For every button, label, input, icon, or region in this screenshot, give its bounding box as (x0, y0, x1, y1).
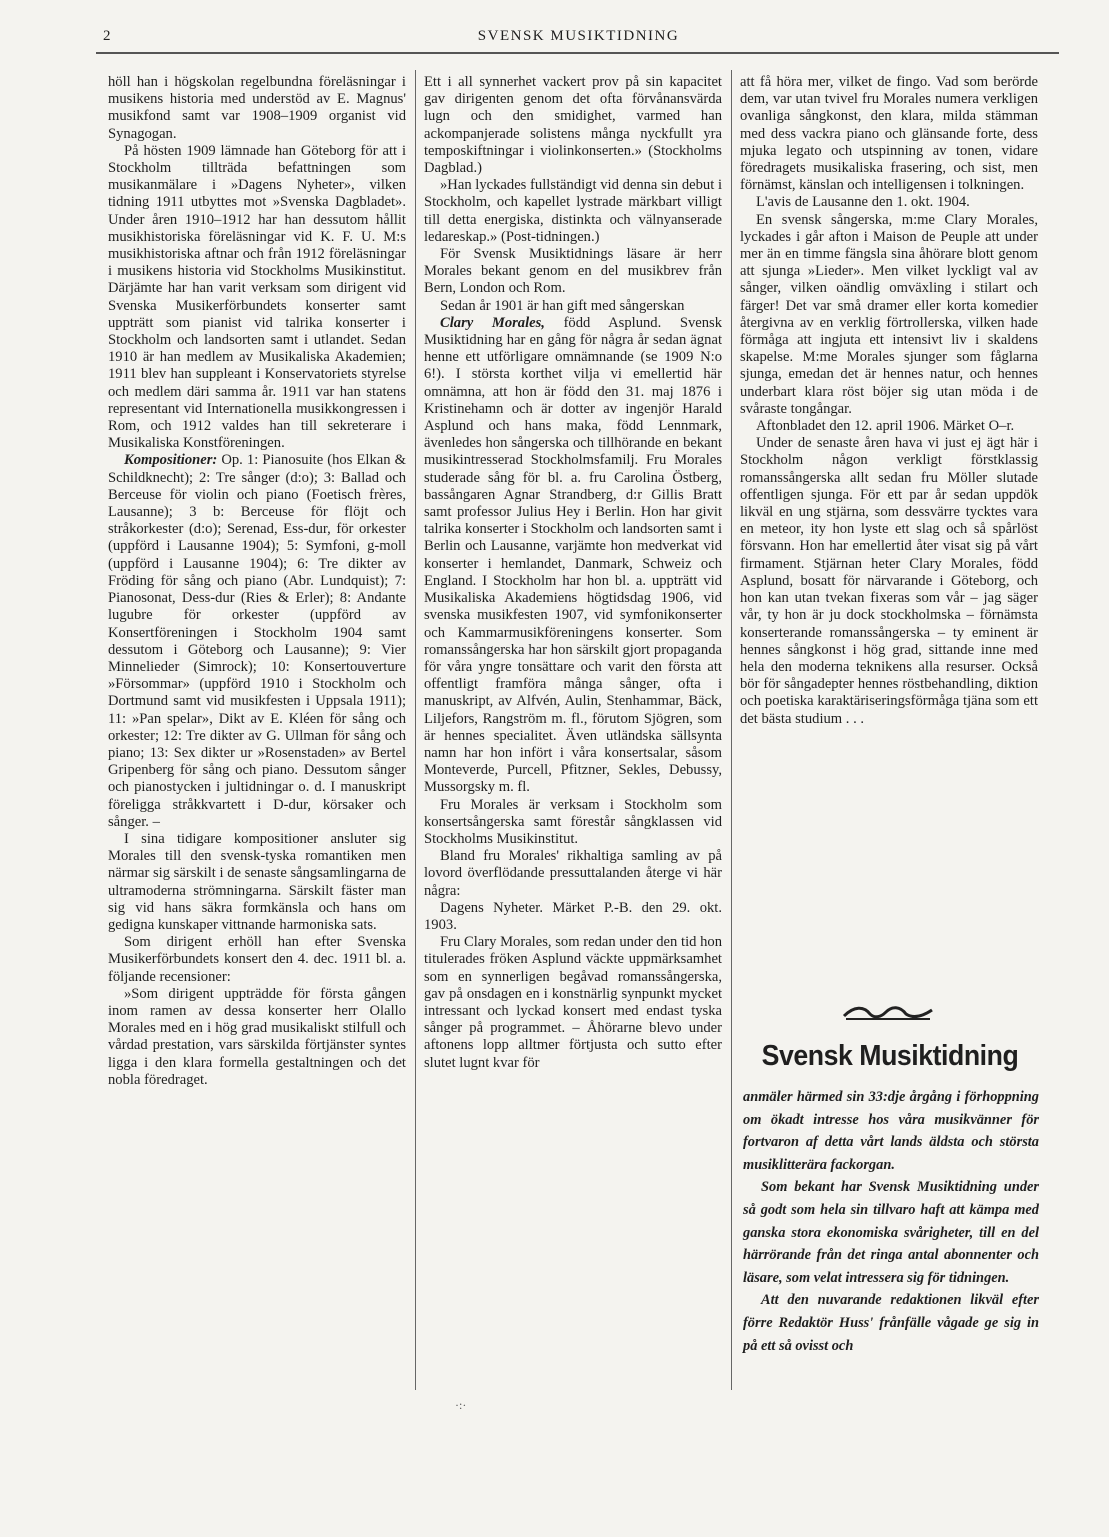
paragraph (108, 452, 406, 830)
paragraph: Sedan år 1901 är han gift med sångerskan (440, 297, 685, 314)
paragraph: Fru Morales är verksam i Stockholm som konsertsångerska samt förestår sångklassen vid Stockholms Musikinstitut. (424, 796, 722, 847)
paragraph: »Som dirigent uppträdde för första gången inom ramen av dessa konserter herr Olallo Morales med en i hög grad musikaliskt stilfull och vårdad prestation, vars särskilda förtjänster syntes ligga i den klara formella gestaltningen och det nobla föredraget. (108, 985, 406, 1088)
advert-paragraph: anmäler härmed sin 33:dje årgång i förhoppning om ökadt intresse hos våra musikvänner för fortvaron af detta vårt lands äldsta och största musiklitterära fackorgan. (743, 1089, 1039, 1173)
column-1 (108, 74, 406, 1089)
compositions-heading: Kompositioner: (124, 452, 218, 469)
column-3 (740, 74, 1038, 728)
advert-title: Svensk Musiktidning (761, 1040, 1019, 1072)
running-head (103, 28, 1054, 50)
clary-morales-heading: Clary Morales, (440, 314, 545, 331)
paragraph: Ett i all synnerhet vackert prov på sin kapacitet gav dirigenten genom det ofta förvånansvärda lugn och den smidighet, varmed han ackompanjerade solistens många nyckfullt yra temposkiftningar i violinkonserten.» (Stockholms Dagblad.) (424, 74, 722, 177)
paragraph: att få höra mer, vilket de fingo. Vad som berörde dem, var utan tvivel fru Morales numera verkligen ovanliga sångkonst, den klara, milda stämman med dess vackra piano och glänsande forte, dess mjuka legato och utspinning av tonen, vidare föredragets musikaliska frasering, och sist, men förnämst, känslan och intelligensen i tolkningen. (740, 74, 1038, 194)
paragraph: L'avis de Lausanne den 1. okt. 1904. (756, 194, 970, 211)
paragraph: Som dirigent erhöll han efter Svenska Musikerförbundets konsert den 4. dec. 1911 bl. a. följande recensioner: (108, 934, 406, 985)
header-rule (96, 52, 1059, 54)
paragraph: Under de senaste åren hava vi just ej ägt här i Stockholm någon verkligt förstklassig romanssångerska allt sedan fru Möller slutade offentligen sjunga. För ett par år sedan uppdök likväl en ung stjärna, som dessvärre tycktes vara en meteor, ity hon lyste ett slag och så spårlöst försvann. Hon har emellertid åter visat sig på vårt firmament. Stjärnan heter Clary Morales, född Asplund, bosatt för närvarande i Göteborg, och hon kan utan tvekan fixeras som vår – jag säger vår, ty hon är ju dock stockholmska – förnämsta konserterande romanssångerska – ty eminent är hennes sångkonst i hög grad, sittande inne med hela den moderna teknikens alla resurser. Också bör för sångadepter hennes röstbehandling, diktion och poetiska karaktäriseringsförmåga tjäna som ett det bästa studium . . . (740, 435, 1038, 727)
column-rule (731, 70, 732, 1390)
paragraph: Bland fru Morales' rikhaltiga samling av på lovord överflödande pressuttalanden återge vi här några: (424, 848, 722, 899)
paragraph: För Svensk Musiktidnings läsare är herr Morales bekant genom en del musikbrev från Bern, London och Rom. (424, 246, 722, 297)
paragraph: På hösten 1909 lämnade han Göteborg för att i Stockholm tillträda befattningen som musikanmälare i »Dagens Nyheter», vilken tidning 1911 utbyttes mot »Svenska Dagbladet». Under åren 1910–1912 har han dessutom hållit musikhistoriska föreläsningar vid K. F. U. M:s musikhistoriska aftnar och från 1912 föreläsningar i musikens historia vid Stockholms Musikinstitut. Därjämte har han varit verksam som dirigent vid Svenska Musikerförbundets konserter samt uppträtt som pianist vid talrika konserter i Stockholm och landsorten samt i utlandet. Sedan 1910 är han medlem av Musikaliska Akademien; 1911 blev han suppleant i Konservatoriets styrelse och medlem däri samma år. 1911 var han statens representant vid Internationella musikkongressen i Rom, och 1912 valdes han till sekreterare i Musikaliska Konstföreningen. (108, 142, 406, 452)
paragraph: höll han i högskolan regelbundna föreläsningar i musikens historia med understöd av E. Magnus' musikfond samt var 1908–1909 organist vid Synagogan. (108, 74, 406, 142)
page-number: 2 (103, 28, 112, 44)
column-2 (424, 74, 722, 1072)
clary-morales-text: född Asplund. Svensk Musiktidning har en gång för några år sedan ägnat henne ett utförligare omnämnande (se 1909 N:o 6!). I största korthet vilja vi emellertid här omnämna, att hon är född den 31. maj 1876 i Kristinehamn och är dotter av ingenjör Harald Asplund och hans maka, född Lennmark, ävenledes hon sångerska och tillhörande en bekant musikintresserad Stockholmsfamilj. Fru Morales studerade sång för bl. a. fru Carolina Östberg, bassångaren Agnar Strandberg, d:r Gillis Bratt samt professor Julius Hey i Berlin. Hon har givit talrika konserter i Stockholm och landsorten samt i Berlin och Lausanne, varjämte hon medverkat vid konserter i hemlandet, Danmark, Schweiz och England. I Stockholm har hon bl. a. uppträtt vid Musikaliska Akademiens högtidsdag 1906, vid svenska musikfesten 1907, vid symfonikonserter och Kammarmusikföreningens konserter. Som romanssångerska har hon särskilt gjort propaganda för våra yngre tonsättare och varit den första att offentligt framföra många sånger, ofta i manuskript, av Alfvén, Aulin, Stenhammar, Bäck, Liljefors, Rangström m. fl., förutom Sjögren, som är hennes specialitet. Även utländska sällsynta namn har hon infört i våra konsertsalar, såsom Monteverde, Purcell, Pfitzner, Sekles, Debussy, Mussorgsky m. fl. (424, 314, 723, 796)
paragraph: »Han lyckades fullständigt vid denna sin debut i Stockholm, och kapellet lystrade märkbart villigt till detta energiska, distinkta och välnyanserade ledareskap.» (Post-tidningen.) (424, 177, 722, 245)
journal-title: SVENSK MUSIKTIDNING (477, 28, 680, 44)
advert-paragraph: Som bekant har Svensk Musiktidning under så godt som hela sin tillvaro haft att kämpa med ganska stora ekonomiska svårigheter, till en del härrörande från det ringa antal abonnenter och läsare, som velat intressera sig för tidningen. (743, 1179, 1039, 1286)
paragraph (424, 315, 722, 797)
compositions-text: Op. 1: Pianosuite (hos Elkan & Schildknecht); 2: Tre sånger (d:o); 3: Ballad och Berceuse för violin och piano (Foetisch frères, Lausanne); 3 b: Berceuse för flöjt och stråkorkester (d:o); Serenad, Ess-dur, för orkester (uppförd i Lausanne 1904); 5: Symfoni, g-moll (uppförd i Lausanne 1904); 6: Tre dikter av Fröding för sång och piano (Abr. Lundquist); 7: Pianosonat, Dess-dur (Ries & Erler); 8: Andante lugubre för orkester (uppförd av Konsertföreningen i Stockholm 1904 samt dessutom i Göteborg och Lausanne); 9: Vier Minnelieder (Simrock); 10: Konsertouverture »Försommar» (uppförd 1910 i Stockholm och Dortmund samt vid musikfesten i Uppsala 1911); 11: »Pan spelar», Dikt av E. Kléen för sång och orkester; 12: Tre dikter av G. Ullman för sång och piano; 13: Sex dikter ur »Rosenstaden» av Bertel Gripenberg för sång och piano. Dessutom sånger och pianostycken i jultidningar o. d. I manuskript föreligga stråkkvartett i D-dur, körsaker och sånger. – (108, 452, 406, 830)
paragraph: En svensk sångerska, m:me Clary Morales, lyckades i går afton i Maison de Peuple att under mer än en timme fängsla sina åhörare blott genom att sjunga »Lieder». Men vilket lyckligt val av sånger, vilken oändlig omväxling i stilart och färger! Det var små dramer eller korta komedier återgivna av en verklig förtrollerska, vilken hade förmåga att ingjuta ett intensivt liv i skaldens skapelse. M:me Morales sjunger som fåglarna sjunga, emedan det är hennes natur, och hennes underbart klara röst böjer sig utan möda i de svåraste tongångar. (740, 211, 1038, 417)
paragraph: Fru Clary Morales, som redan under den tid hon titulerades fröken Asplund väckte uppmärksamhet som en synnerligen begåvad romanssångerska, gav på onsdagen en i konstnärlig synpunkt mycket intressant och lyckad konsert med endast tyska sånger på programmet. – Åhörarne blevo under aftonens lopp alltmer förtjusta och sutto efter slutet lugnt kvar för (424, 934, 722, 1071)
print-smudge: ·:· (455, 1398, 467, 1412)
paragraph: I sina tidigare kompositioner ansluter sig Morales till den svensk-tyska romantiken men närmar sig särskilt i de senaste sångsamlingarna de ultramoderna strömningarna. Särskilt fäster man sig vid hans säkra formkänsla och hans om gedigna kunskaper vittnande harmoniska sats. (108, 830, 406, 933)
advert-body (743, 1086, 1039, 1357)
advert-paragraph: Att den nuvarande redaktionen likväl efter förre Redaktör Huss' frånfälle vågade ge sig in på ett så ovisst och (743, 1292, 1039, 1354)
ornament-icon (840, 1004, 936, 1022)
paragraph: Dagens Nyheter. Märket P.-B. den 29. okt. 1903. (424, 899, 722, 933)
paragraph: Aftonbladet den 12. april 1906. Märket O–r. (756, 418, 1015, 435)
column-rule (415, 70, 416, 1390)
